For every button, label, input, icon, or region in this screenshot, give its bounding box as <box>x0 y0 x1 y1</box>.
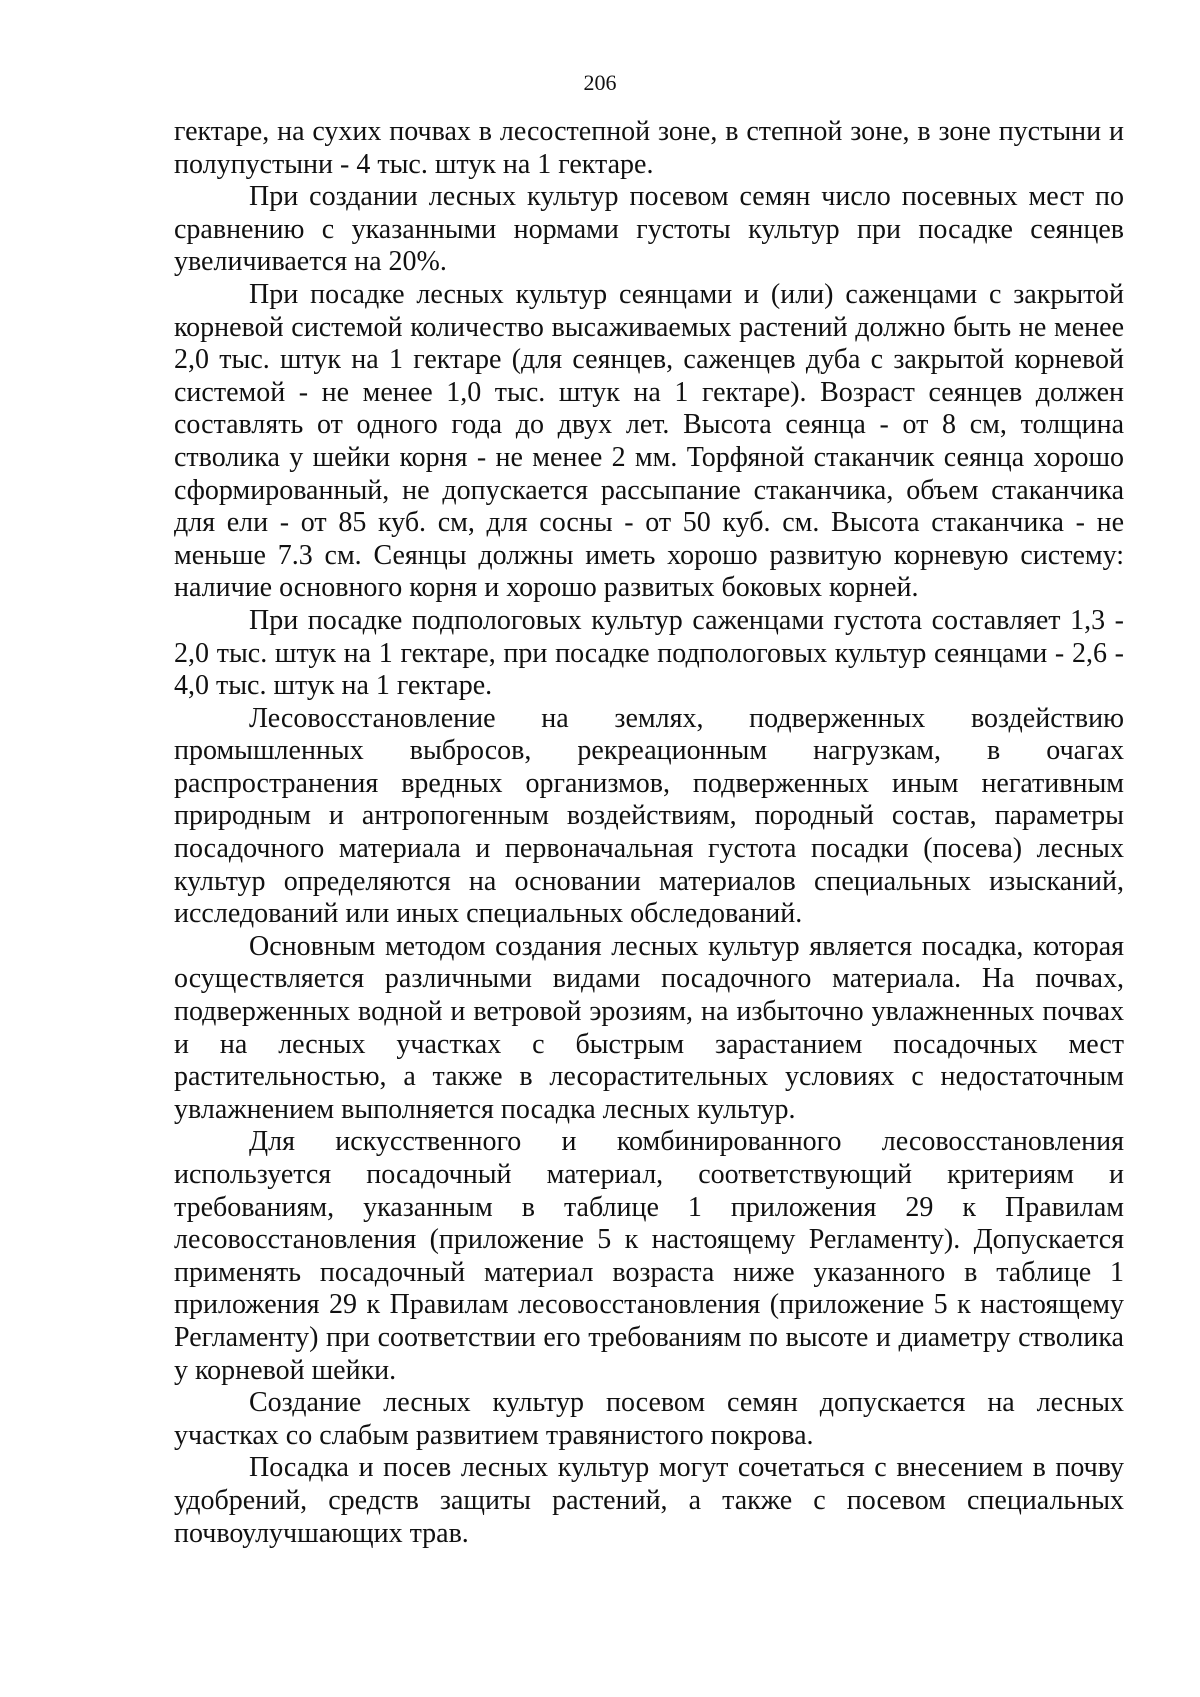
paragraph-continuation: гектаре, на сухих почвах в лесостепной зоне, в степной зоне, в зоне пустыни и полупустыни - 4 тыс. штук на 1 гектаре. <box>174 116 1124 180</box>
paragraph-planting-method: Основным методом создания лесных культур является посадка, которая осуществляется различными видами посадочного материала. На почвах, подверженных водной и ветровой эрозиям, на избыточно увлажненных почвах и на лесных участках с быстрым зарастанием посадочных мест растительностью, а также в лесорастительных условиях с недостаточным увлажнением выполняется посадка лесных культур. <box>174 930 1124 1125</box>
page-number: 206 <box>583 70 617 95</box>
paragraph-seeding-density: При создании лесных культур посевом семян число посевных мест по сравнению с указанными нормами густоты культур при посадке сеянцев увеличивается на 20%. <box>174 181 1124 278</box>
paragraph-fertilizers: Посадка и посев лесных культур могут сочетаться с внесением в почву удобрений, средств защиты растений, а также с посевом специальных почвоулучшающих трав. <box>174 1452 1124 1549</box>
paragraph-impacted-lands: Лесовосстановление на землях, подверженных воздействию промышленных выбросов, рекреационным нагрузкам, в очагах распространения вредных организмов, подверженных иным негативным природным и антропогенным воздействиям, породный состав, параметры посадочного материала и первоначальная густота посадки (посева) лесных культур определяются на основании материалов специальных изысканий, исследований или иных специальных обследований. <box>174 702 1124 930</box>
paragraph-planting-material: Для искусственного и комбинированного лесовосстановления используется посадочный материал, соответствующий критериям и требованиям, указанным в таблице 1 приложения 29 к Правилам лесовосстановления (приложение 5 к настоящему Регламенту). Допускается применять посадочный материал возраста ниже указанного в таблице 1 приложения 29 к Правилам лесовосстановления (приложение 5 к настоящему Регламенту) при соответствии его требованиям по высоте и диаметру стволика у корневой шейки. <box>174 1126 1124 1386</box>
document-body <box>174 116 1124 1550</box>
paragraph-underplanting: При посадке подпологовых культур саженцами густота составляет 1,3 - 2,0 тыс. штук на 1 гектаре, при посадке подпологовых культур сеянцами - 2,6 - 4,0 тыс. штук на 1 гектаре. <box>174 604 1124 702</box>
paragraph-seed-sowing: Создание лесных культур посевом семян допускается на лесных участках со слабым развитием травянистого покрова. <box>174 1387 1124 1451</box>
paragraph-closed-root-seedlings: При посадке лесных культур сеянцами и (или) саженцами с закрытой корневой системой количество высаживаемых растений должно быть не менее 2,0 тыс. штук на 1 гектаре (для сеянцев, саженцев дуба с закрытой корневой системой - не менее 1,0 тыс. штук на 1 гектаре). Возраст сеянцев должен составлять от одного года до двух лет. Высота сеянца - от 8 см, толщина стволика у шейки корня - не менее 2 мм. Торфяной стаканчик сеянца хорошо сформированный, не допускается рассыпание стаканчика, объем стаканчика для ели - от 85 куб. см, для сосны - от 50 куб. см. Высота стаканчика - не меньше 7.3 см. Сеянцы должны иметь хорошо развитую корневую систему: наличие основного корня и хорошо развитых боковых корней. <box>174 278 1124 604</box>
